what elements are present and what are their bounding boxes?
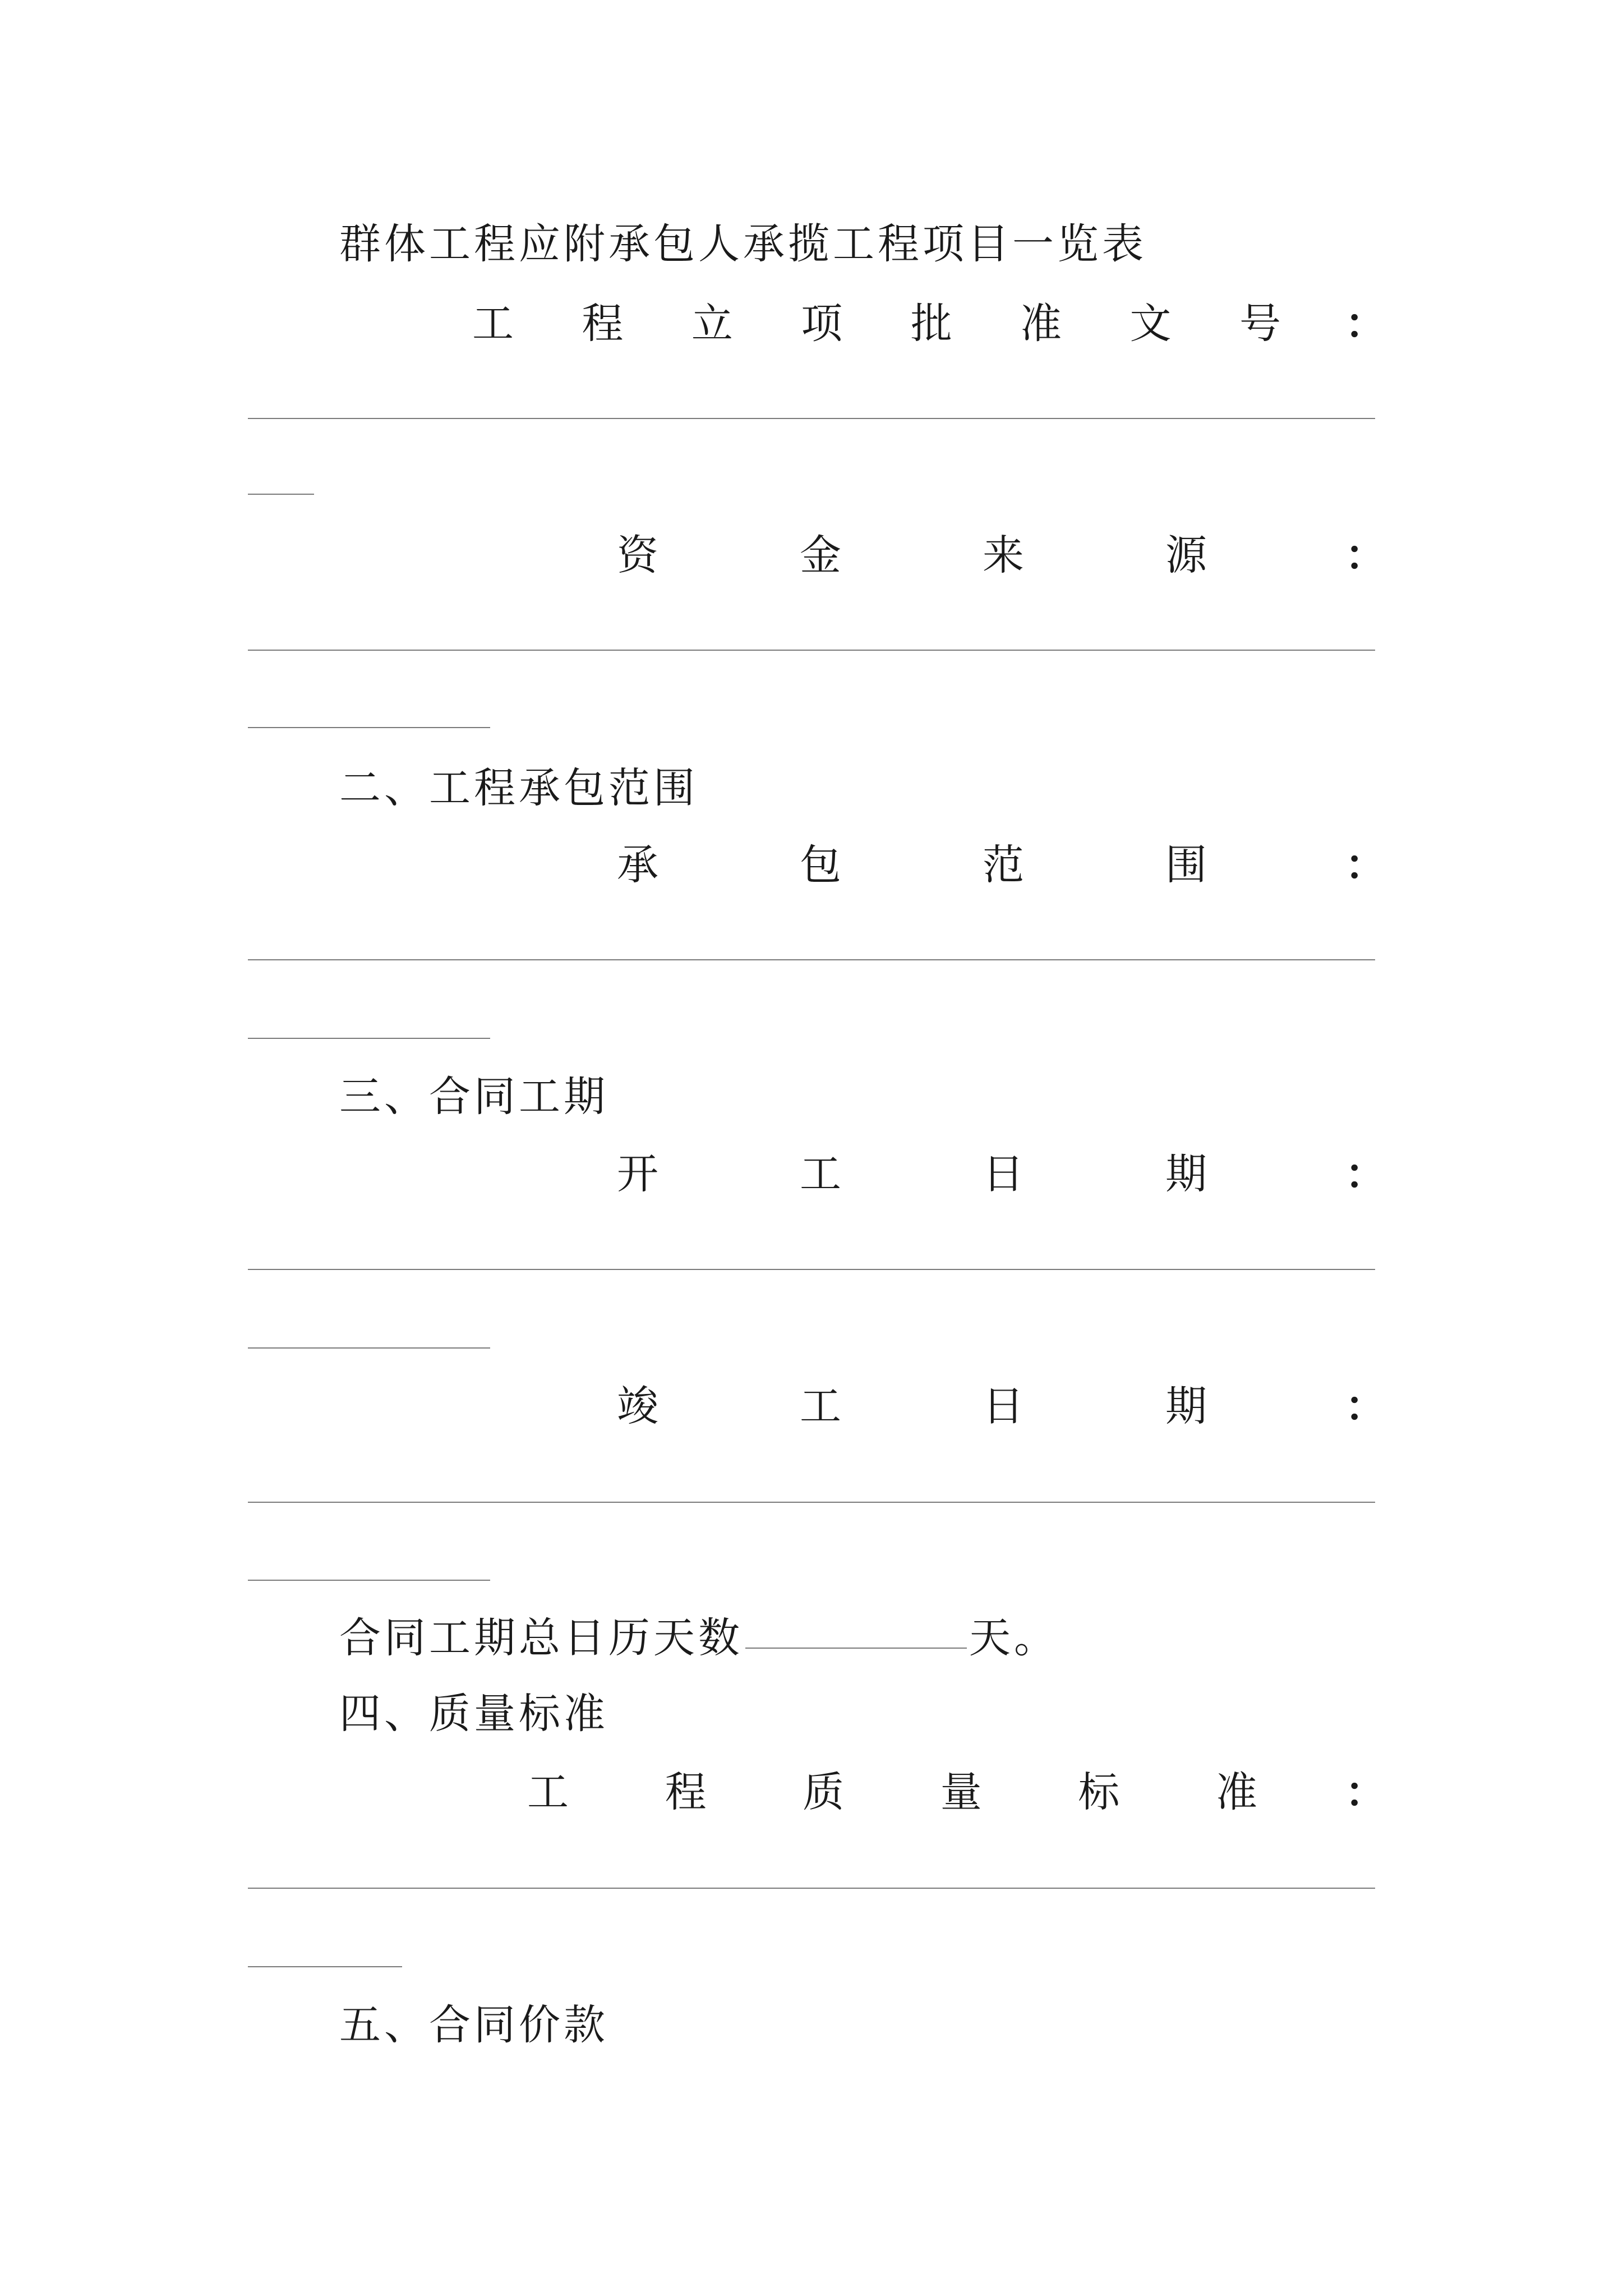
start-date-blank-line	[248, 1269, 1375, 1270]
quality-standard-label: 工 程 质 量 标 准	[527, 1768, 1257, 1816]
scope-blank-line-tail	[248, 1038, 490, 1039]
approval-number-blank-line	[248, 418, 1375, 419]
completion-date-colon: ：	[1345, 1382, 1386, 1430]
approval-number-blank-line-tail	[248, 494, 314, 495]
fund-source-colon: ：	[1345, 531, 1386, 579]
approval-number-label: 工 程 立 项 批 准 文 号	[472, 300, 1281, 348]
section-3-heading: 三、合同工期	[339, 1073, 608, 1121]
section-2-heading: 二、工程承包范围	[339, 764, 698, 812]
start-date-colon: ：	[1345, 1150, 1386, 1198]
contract-duration-suffix: 天。	[969, 1614, 1059, 1662]
section-5-heading: 五、合同价款	[339, 2001, 608, 2049]
start-date-blank-line-tail	[248, 1347, 490, 1349]
quality-standard-blank-line	[248, 1888, 1375, 1889]
quality-standard-blank-line-tail	[248, 1966, 402, 1967]
contract-duration-line	[339, 1613, 1059, 1663]
section-4-heading: 四、质量标准	[339, 1690, 608, 1738]
completion-date-blank-line-tail	[248, 1580, 490, 1581]
scope-colon: ：	[1345, 841, 1386, 889]
scope-label: 承 包 范 围	[617, 841, 1207, 889]
contract-duration-prefix: 合同工期总日历天数	[339, 1614, 743, 1662]
document-title: 群体工程应附承包人承揽工程项目一览表	[339, 220, 1147, 268]
completion-date-label: 竣 工 日 期	[617, 1382, 1207, 1430]
scope-blank-line	[248, 959, 1375, 960]
quality-standard-colon: ：	[1345, 1768, 1386, 1816]
completion-date-blank-line	[248, 1502, 1375, 1503]
fund-source-blank-line-tail	[248, 727, 490, 728]
approval-number-colon: ：	[1345, 300, 1386, 348]
contract-duration-blank	[745, 1648, 967, 1649]
fund-source-blank-line	[248, 650, 1375, 651]
fund-source-label: 资 金 来 源	[617, 531, 1207, 579]
start-date-label: 开 工 日 期	[617, 1150, 1207, 1198]
